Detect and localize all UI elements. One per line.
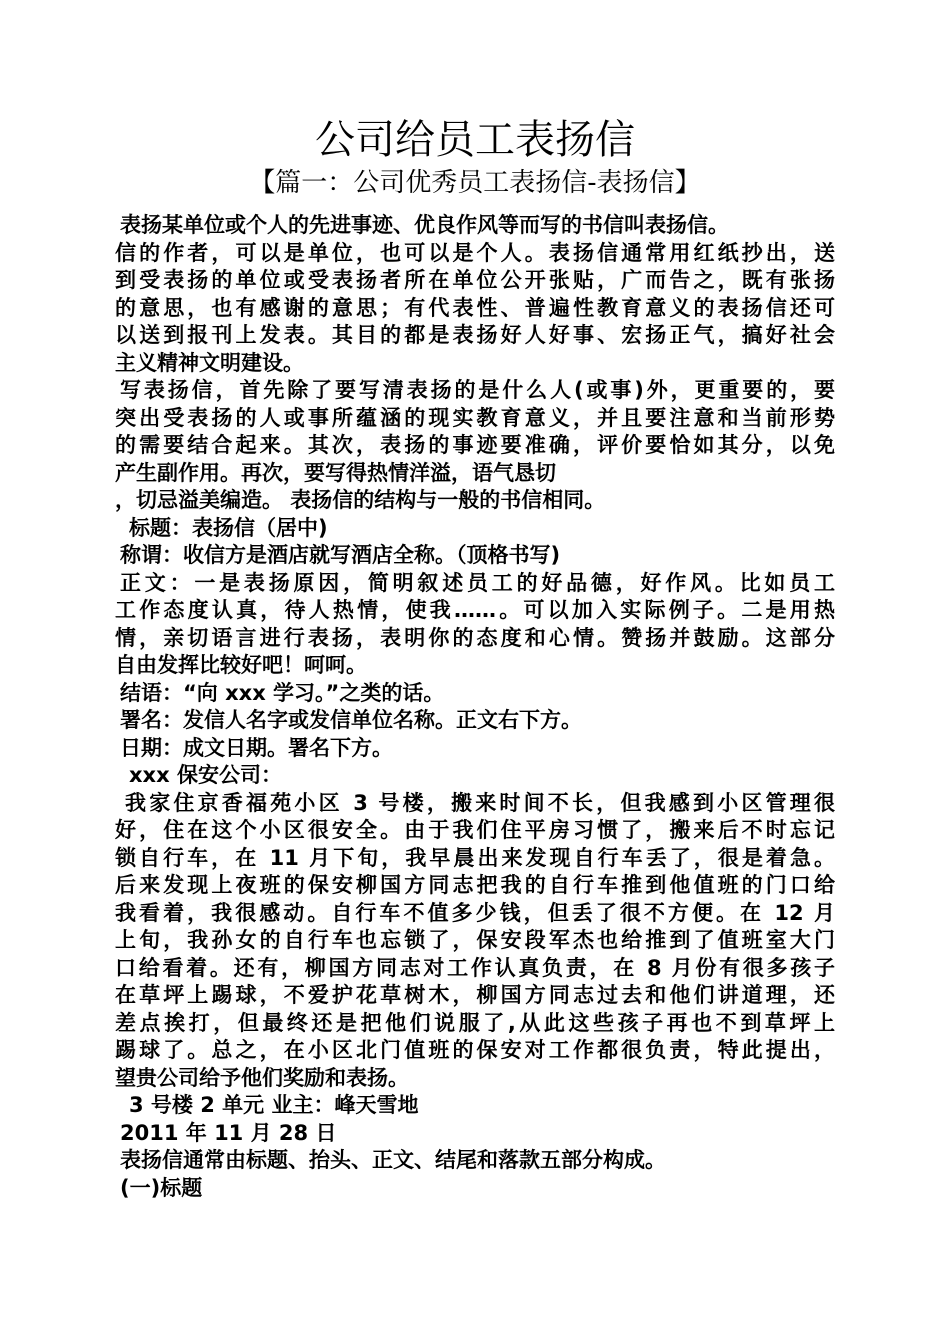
paragraph-line: 主义精神文明建设。 [115, 350, 304, 375]
paragraph-line: 踢球了。总之，在小区北门值班的保安对工作都很负责，特此提出， [115, 1038, 835, 1062]
letter-date: 2011 年 11 月 28 日 [120, 1120, 337, 1145]
paragraph-line: 锁自行车，在 11 月下旬，我早晨出来发现自行车丢了，很是着急。 [115, 845, 835, 870]
paragraph-line: 信的作者，可以是单位，也可以是个人。表扬信通常用红纸抄出，送 [115, 240, 835, 265]
paragraph-line: 的需要结合起来。其次，表扬的事迹要准确，评价要恰如其分，以免 [115, 433, 835, 457]
paragraph-line: 的意思，也有感谢的意思；有代表性、普遍性教育意义的表扬信还可 [115, 295, 835, 320]
paragraph-line: 正文：一是表扬原因，简明叙述员工的好品德，好作风。比如员工 [120, 570, 835, 595]
paragraph-line: 后来发现上夜班的保安柳国方同志把我的自行车推到他值班的门口给 [115, 873, 835, 897]
paragraph-line: 以送到报刊上发表。其目的都是表扬好人好事、宏扬正气，搞好社会 [115, 323, 835, 347]
paragraph-line: 写表扬信，首先除了要写清表扬的是什么人(或事)外，更重要的，要 [120, 378, 835, 402]
paragraph-line: 我看着，我很感动。自行车不值多少钱，但丢了很不方便。在 12 月 [115, 900, 835, 925]
paragraph-line: 表扬某单位或个人的先进事迹、优良作风等而写的书信叫表扬信。 [120, 213, 729, 237]
paragraph-line: 到受表扬的单位或受表扬者所在单位公开张贴，广而告之，既有张扬 [115, 268, 835, 292]
paragraph-line: 上旬，我孙女的自行车也忘锁了，保安段军杰也给推到了值班室大门 [115, 928, 835, 952]
document-body [115, 212, 835, 1202]
paragraph-line: 突出受表扬的人或事所蕴涵的现实教育意义，并且要注意和当前形势 [115, 405, 835, 430]
section-heading: (一)标题 [120, 1175, 203, 1200]
paragraph-line: 工作态度认真，待人热情，使我……。可以加入实际例子。二是用热 [115, 598, 835, 622]
paragraph-line: 口给看着。还有，柳国方同志对工作认真负责，在 8 月份有很多孩子 [115, 955, 835, 980]
paragraph-line: 标题：表扬信（居中) [129, 515, 328, 540]
paragraph-line: 差点挨打，但最终还是把他们说服了,从此这些孩子再也不到草坪上 [115, 1010, 835, 1035]
paragraph-line: 结语：“向 xxx 学习。”之类的话。 [120, 680, 445, 705]
paragraph-line: 好，住在这个小区很安全。由于我们住平房习惯了，搬来后不时忘记 [115, 818, 835, 842]
paragraph-line: 自由发挥比较好吧！呵呵。 [115, 653, 367, 677]
letter-signature: 3 号楼 2 单元 业主：峰天雪地 [129, 1093, 419, 1117]
paragraph-line: ，切忌溢美编造。 表扬信的结构与一般的书信相同。 [115, 488, 606, 512]
paragraph-line: 表扬信通常由标题、抬头、正文、结尾和落款五部分构成。 [120, 1148, 666, 1172]
paragraph-line: 日期：成文日期。署名下方。 [120, 735, 393, 760]
letter-salutation: xxx 保安公司： [129, 763, 282, 787]
document-subtitle: 【篇一：公司优秀员工表扬信-表扬信】 [249, 168, 701, 198]
paragraph-line: 情，亲切语言进行表扬，表明你的态度和心情。赞扬并鼓励。这部分 [115, 625, 835, 650]
paragraph-line: 我家住京香福苑小区 3 号楼，搬来时间不长，但我感到小区管理很 [125, 790, 835, 815]
paragraph-line: 在草坪上踢球，不爱护花草树木，柳国方同志过去和他们讲道理，还 [115, 983, 835, 1007]
paragraph-line: 称谓：收信方是酒店就写酒店全称。（顶格书写) [120, 543, 561, 567]
paragraph-line: 望贵公司给予他们奖励和表扬。 [115, 1065, 409, 1090]
document-title: 公司给员工表扬信 [315, 117, 635, 163]
paragraph-line: 署名：发信人名字或发信单位名称。正文右下方。 [120, 708, 582, 732]
paragraph-line: 产生副作用。再次，要写得热情洋溢，语气恳切 [115, 460, 556, 485]
